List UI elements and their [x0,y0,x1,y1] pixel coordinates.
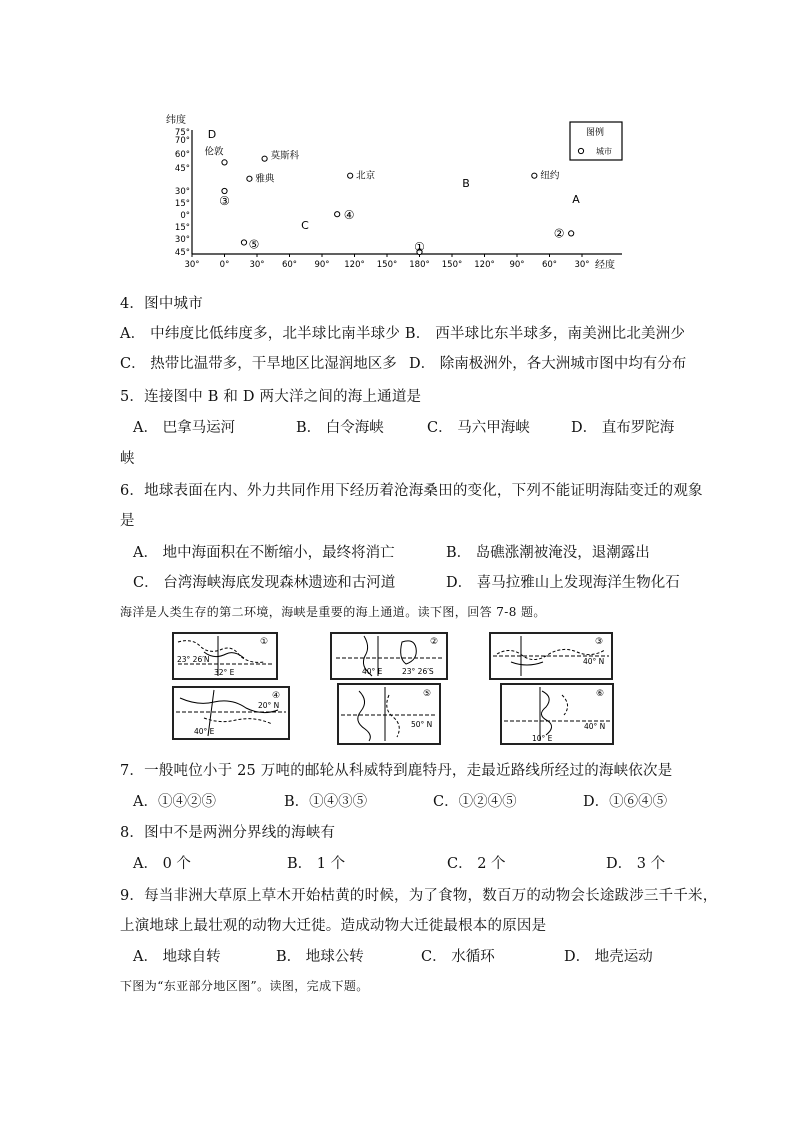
y-tick-label: 15° [174,199,190,209]
q4-stem: 4．图中城市 [120,296,203,312]
x-tick-label: 90° [314,260,330,270]
q9-stem-continued: 上演地球上最壮观的动物大迁徙。造成动物大迁徙最根本的原因是 [120,918,547,934]
q4-option-ab: A． 中纬度比低纬度多，北半球比南半球少 B． 西半球比东半球多，南美洲比北美洲少 [120,326,686,342]
map-6-lat: 40° N [584,722,606,731]
city-point [335,212,340,217]
city-point [247,176,252,181]
map-2-number: ② [430,637,439,647]
city-point [222,188,227,193]
map-2-lat: 23° 26′S [402,667,434,676]
x-tick-label: 150° [441,260,463,270]
city-point [241,240,246,245]
legend-city-label: 城市 [596,147,612,156]
q8-option-b: B． 1 个 [287,856,346,872]
city-point [348,173,353,178]
q5-option-c: C． 马六甲海峡 [427,420,530,436]
number-marker-label: ⑤ [248,237,260,252]
map-2-lon: 40° E [362,667,383,676]
x-tick-label: 0° [219,260,230,270]
strait-map-4 [172,686,290,740]
q7-stem: 7．一般吨位小于 25 万吨的邮轮从科威特到鹿特丹，走最近路线所经过的海峡依次是 [120,763,673,779]
q9-option-d: D． 地壳运动 [564,949,653,965]
x-tick-label: 120° [344,260,365,270]
y-tick-label: 45° [174,164,190,174]
x-tick-label: 30° [574,260,590,270]
map-6-number: ⑥ [596,689,605,699]
city-label: 北京 [356,170,376,182]
y-tick-label: 0° [180,211,190,221]
q5-option-d-continued: 峡 [120,451,135,467]
map-4-lon: 40° E [194,727,215,736]
city-label: 伦敦 [204,146,224,158]
ocean-marker-label: C [301,219,309,232]
q4-option-d: D． 除南极洲外，各大洲城市图中均有分布 [409,356,687,372]
q6-option-c: C． 台湾海峡海底发现森林遗迹和古河道 [133,575,396,591]
strait-map-3 [489,632,613,680]
strait-map-2-drawing [332,634,446,678]
map-4-lat: 20° N [258,701,280,710]
q8-option-c: C． 2 个 [447,856,506,872]
x-tick-label: 60° [281,260,298,270]
q9-stem: 9．每当非洲大草原上草木开始枯黄的时候，为了食物，数百万的动物会长途跋涉三千千米， [120,888,718,904]
q6-option-a: A． 地中海面积在不断缩小，最终将消亡 [133,545,395,561]
q7-option-d: D．①⑥④⑤ [583,794,668,810]
city-label: 纽约 [540,170,560,182]
y-tick-label: 30° [174,235,190,245]
x-tick-label: 180° [409,260,430,270]
strait-map-2 [330,632,448,680]
strait-map-4-drawing [174,688,288,738]
strait-map-1-drawing [174,634,276,678]
legend-title: 图例 [586,128,605,138]
city-label: 雅典 [255,173,275,185]
y-tick-label: 70° [174,136,190,146]
number-marker-label: ① [414,240,425,254]
q5-stem: 5．连接图中 B 和 D 两大洋之间的海上通道是 [120,389,422,405]
city-label: 莫斯科 [270,150,300,162]
y-tick-label: 15° [174,223,190,233]
ocean-marker-label: D [207,128,217,141]
intro-q7-8: 海洋是人类生存的第二环境，海峡是重要的海上通道。读下图，回答 7-8 题。 [120,605,546,619]
map-4-number: ④ [272,691,281,701]
strait-map-1 [172,632,278,680]
q9-option-b: B． 地球公转 [276,949,364,965]
map-5-number: ⑤ [423,689,432,699]
strait-map-3-drawing [491,634,611,678]
q7-option-b: B．①④③⑤ [284,794,368,810]
map-3-lat: 40° N [583,657,605,666]
map-1-lat: 23° 26′N [177,655,210,664]
ocean-marker-label: B [462,177,470,190]
city-scatter-chart [160,112,630,272]
q8-option-a: A． 0 个 [133,856,191,872]
map-1-number: ① [260,637,269,647]
strait-map-5-drawing [339,685,439,743]
y-tick-label: 30° [174,187,190,197]
x-tick-label: 90° [509,260,525,270]
q6-option-b: B． 岛礁涨潮被淹没，退潮露出 [446,545,650,561]
q6-stem: 6．地球表面在内、外力共同作用下经历着沧海桑田的变化，下列不能证明海陆变迁的观象 [120,483,703,499]
city-point [222,160,227,165]
strait-map-6 [500,683,614,745]
q5-option-d: D． 直布罗陀海 [571,420,675,436]
y-axis-label: 纬度 [166,115,186,126]
x-tick-label: 60° [541,260,558,270]
map-1-lon: 32° E [214,668,235,677]
q6-stem-continued: 是 [120,513,135,529]
map-3-number: ③ [595,637,604,647]
map-5-lat: 50° N [411,720,433,729]
x-tick-label: 30° [249,260,265,270]
q5-option-b: B． 白令海峡 [296,420,384,436]
q7-option-c: C．①②④⑤ [433,794,517,810]
x-tick-label: 150° [376,260,398,270]
number-marker-label: ② [553,226,565,241]
intro-east-asia-map: 下图为“东亚部分地区图”。读图，完成下题。 [120,979,369,993]
city-point [569,231,574,236]
map-6-lon: 10° E [532,734,553,743]
q6-option-d: D． 喜马拉雅山上发现海洋生物化石 [446,575,680,591]
city-point [262,156,267,161]
ocean-marker-label: A [572,193,580,206]
q4-option-c: C． 热带比温带多，干旱地区比湿润地区多 [120,356,397,372]
q9-option-c: C． 水循环 [421,949,495,965]
number-marker-label: ③ [219,194,230,208]
number-marker-label: ④ [343,208,355,223]
strait-map-6-drawing [502,685,612,743]
y-tick-label: 75° [174,128,190,138]
legend-city-symbol [578,148,583,153]
y-tick-label: 60° [174,150,190,160]
y-tick-label: 45° [174,248,190,258]
q8-stem: 8．图中不是两洲分界线的海峡有 [120,825,336,841]
q8-option-d: D． 3 个 [606,856,666,872]
x-tick-label: 120° [474,260,495,270]
q5-option-a: A． 巴拿马运河 [133,420,236,436]
q7-option-a: A．①④②⑤ [133,794,216,810]
q9-option-a: A． 地球自转 [133,949,221,965]
strait-map-5 [337,683,441,745]
city-point [532,173,537,178]
x-axis-label: 经度 [595,260,615,271]
x-tick-label: 30° [184,260,200,270]
